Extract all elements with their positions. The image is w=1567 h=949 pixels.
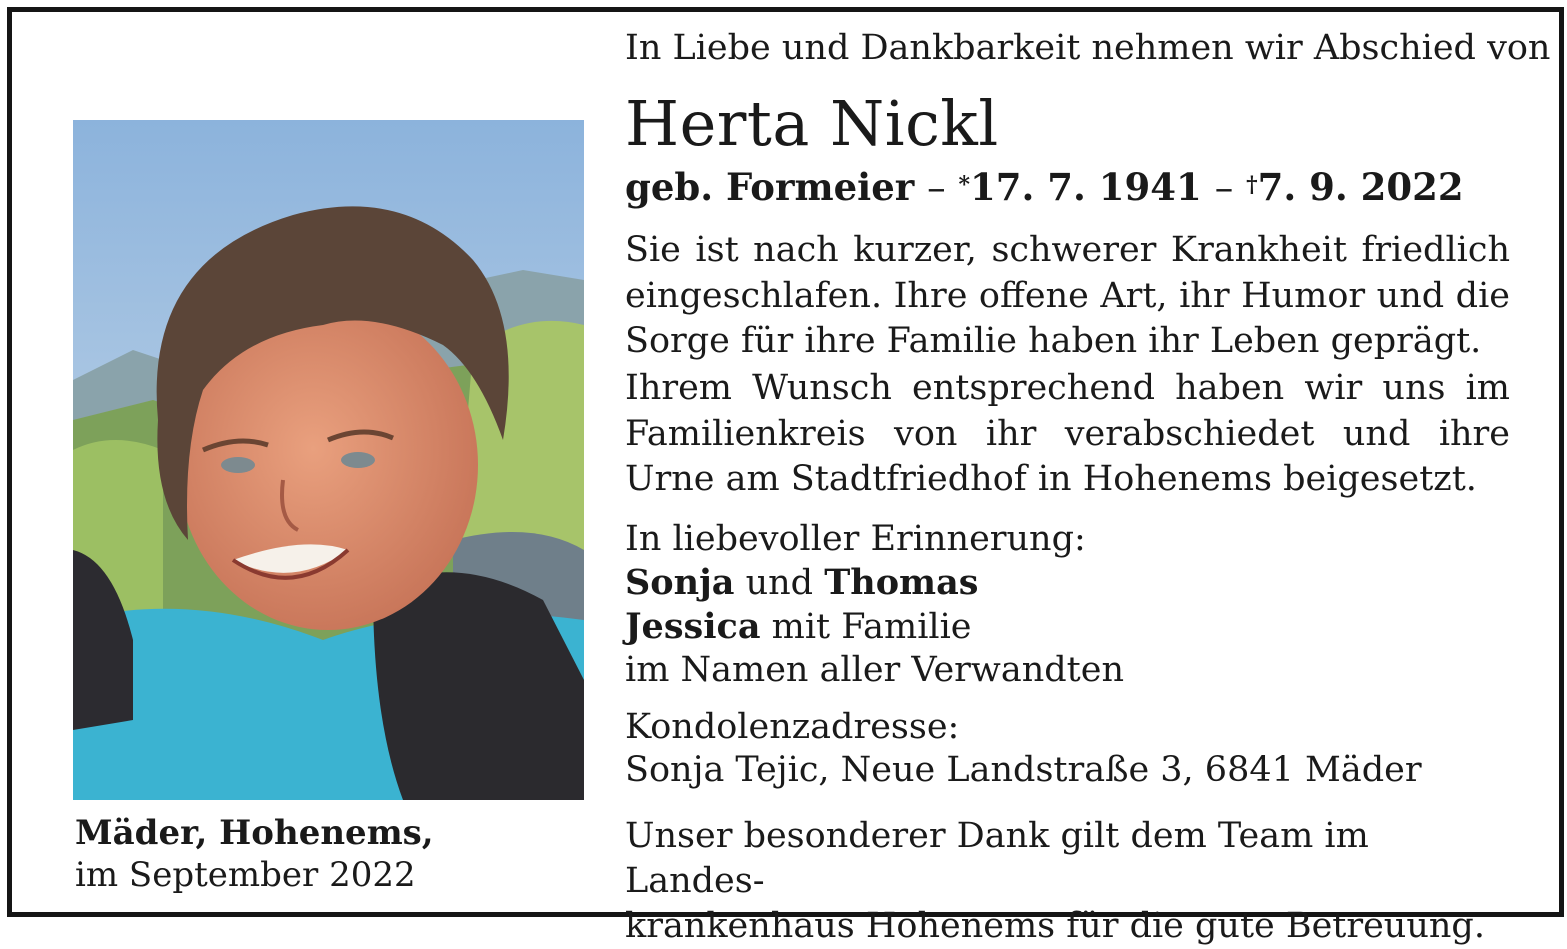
thanks-block: [625, 814, 1510, 949]
dash-separator: –: [927, 166, 946, 209]
mourner-line-2: [625, 605, 1510, 649]
thanks-line-1: Unser besonderer Dank gilt dem Team im Landes-: [625, 816, 1369, 901]
birth-date: 17. 7. 1941: [970, 165, 1202, 209]
life-dates: [625, 164, 1510, 211]
mourner-joiner: und: [745, 563, 814, 603]
birth-star-icon: *: [958, 172, 971, 198]
paragraph-illness: Sie ist nach kurzer, schwerer Krankheit friedlich eingeschlafen. Ihre offene Art, ihr Humor und die Sorge für ihre Familie haben ihr Leben geprägt.: [625, 230, 1510, 361]
mourner-name: Jessica: [625, 606, 761, 647]
deceased-name: Herta Nickl: [625, 87, 999, 160]
condolence-block: [625, 706, 1510, 792]
caption-place: Mäder, Hohenems,: [75, 813, 434, 853]
memory-heading: In liebevoller Erinnerung:: [625, 519, 1086, 559]
portrait-photo: [73, 120, 584, 800]
condolence-address: Sonja Tejic, Neue Landstraße 3, 6841 Mäder: [625, 750, 1422, 790]
mourner-line-3: im Namen aller Verwandten: [625, 650, 1124, 690]
mourner-name: Sonja: [625, 562, 735, 603]
death-cross-icon: †: [1246, 172, 1258, 198]
mourner-line-1: [625, 561, 1510, 605]
mourner-name: Thomas: [824, 562, 979, 603]
thanks-line-2: krankenhaus Hohenems für die gute Betreuung.: [625, 906, 1485, 946]
intro-line: In Liebe und Dankbarkeit nehmen wir Abschied von: [625, 28, 1551, 68]
mourner-suffix: mit Familie: [771, 607, 972, 647]
maiden-name: geb. Formeier: [625, 165, 915, 209]
caption-date: im September 2022: [75, 855, 416, 895]
dash-separator: –: [1214, 166, 1234, 209]
condolence-heading: Kondolenzadresse:: [625, 707, 960, 747]
death-date: 7. 9. 2022: [1257, 165, 1464, 209]
paragraph-burial: Ihrem Wunsch entsprechend haben wir uns im Familienkreis von ihr verabschiedet und ihre Urne am Stadtfriedhof in Hohenems beigesetzt.: [625, 368, 1510, 499]
memory-block: [625, 518, 1510, 692]
photo-caption: [75, 812, 434, 896]
